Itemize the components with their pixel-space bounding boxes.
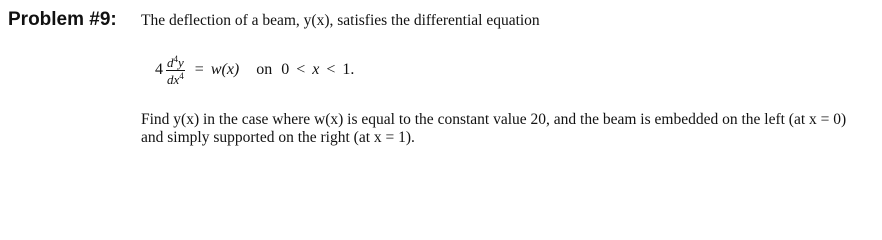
differential-equation: [155, 50, 354, 90]
problem-body-line-1: Find y(x) in the case where w(x) is equal to the constant value 20, and the beam is embedded on the left (at x = 0): [141, 111, 847, 128]
numerator-d: d: [167, 54, 174, 70]
denominator-dx: dx: [167, 71, 180, 87]
equation-rhs: [211, 61, 239, 79]
fraction-denominator: [166, 72, 185, 86]
ineq-left: 0: [281, 61, 290, 78]
fraction-numerator: [166, 55, 185, 69]
equation-coefficient: 4: [155, 61, 163, 78]
denominator-exponent: 4: [179, 70, 184, 81]
rhs-text: w(x): [210, 61, 240, 78]
ineq-op-2: <: [326, 61, 336, 78]
numerator-variable: y: [178, 54, 184, 70]
equals-sign: =: [194, 61, 204, 78]
derivative-fraction: [166, 55, 185, 86]
problem-intro-text: The deflection of a beam, y(x), satisfies the differential equation: [141, 12, 540, 29]
ineq-op-1: <: [296, 61, 306, 78]
domain-word: on: [256, 61, 273, 78]
ineq-right: 1.: [342, 61, 355, 78]
domain-inequality: [281, 61, 354, 79]
problem-number-label: Problem #9:: [8, 9, 117, 30]
problem-body-line-2: and simply supported on the right (at x = 1).: [141, 129, 415, 146]
numerator-exponent: 4: [173, 53, 178, 64]
ineq-variable: x: [312, 61, 320, 78]
